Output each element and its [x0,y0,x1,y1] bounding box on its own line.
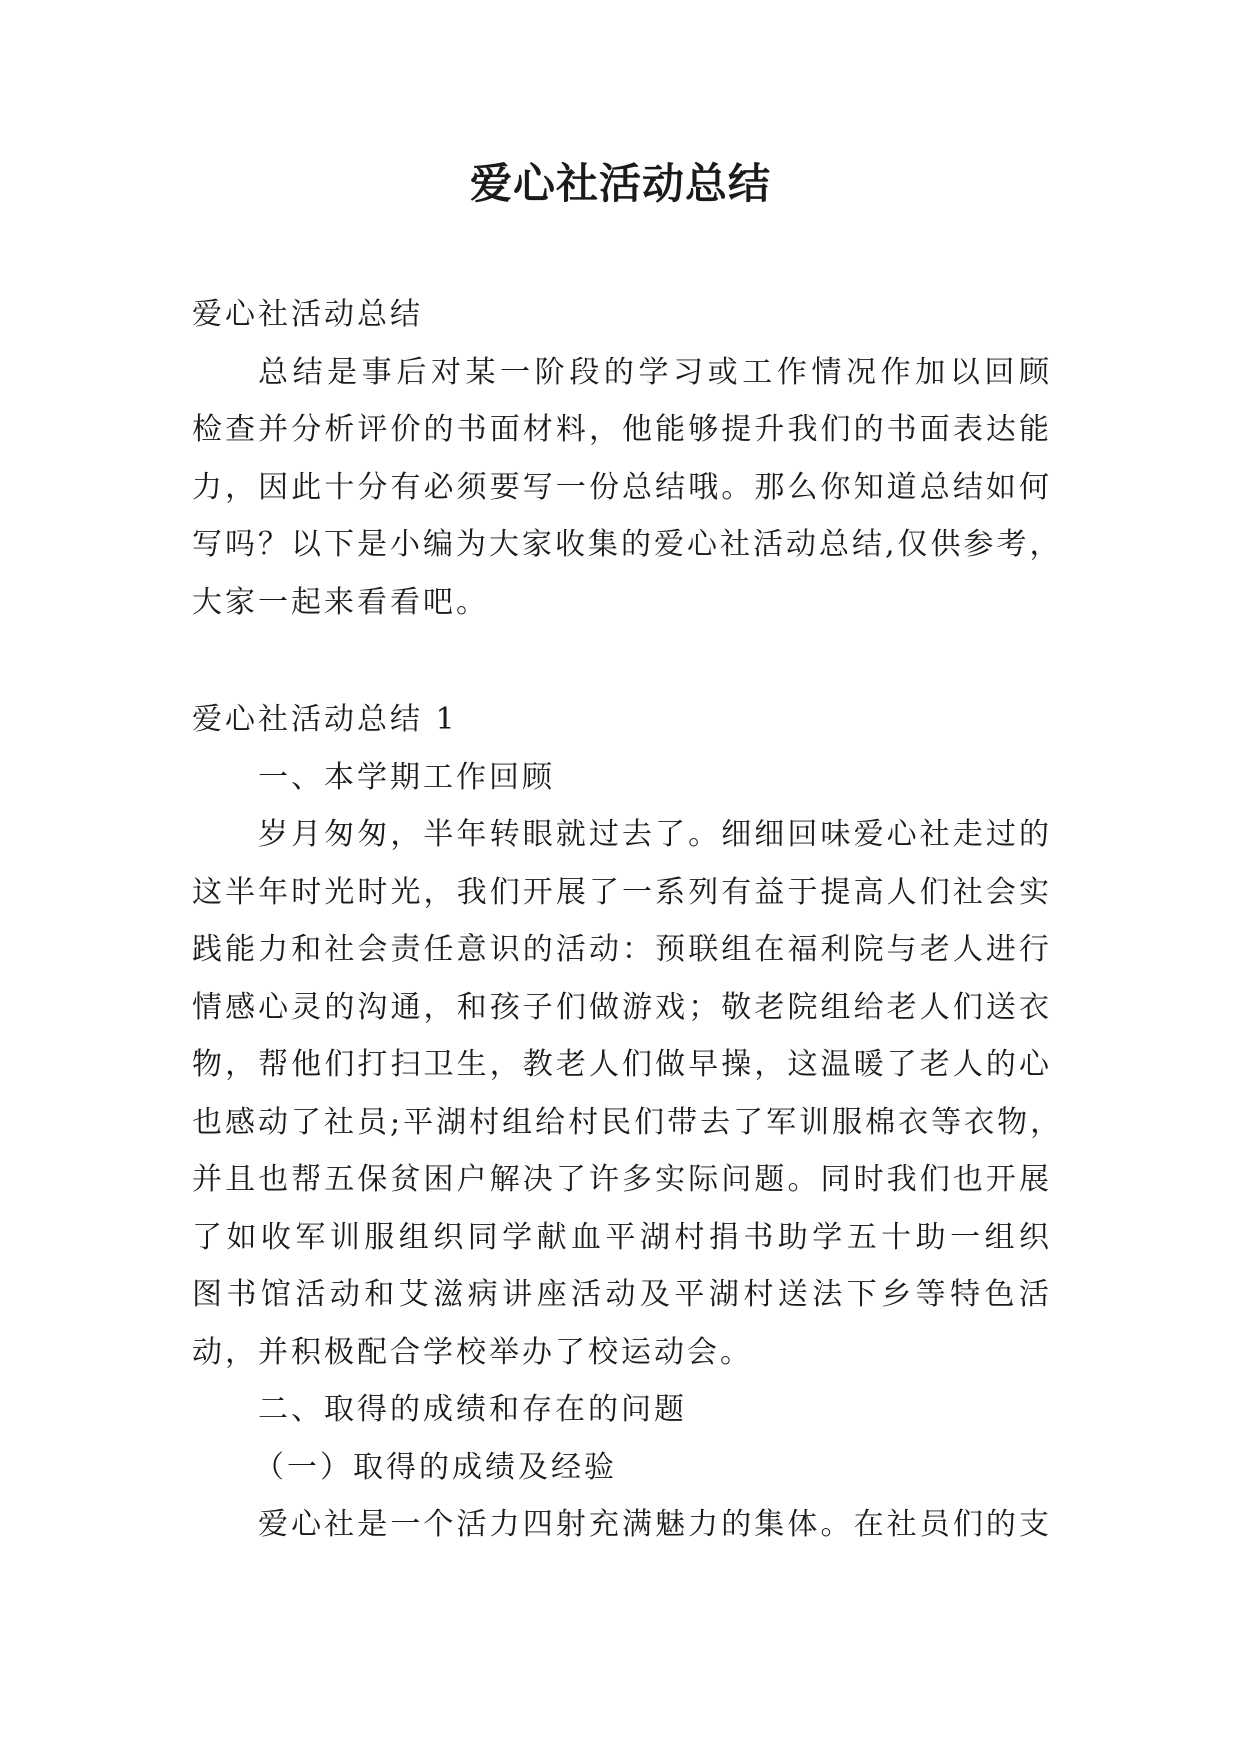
part-heading: 一、本学期工作回顾 [258,759,555,795]
paragraph-line: 物，帮他们打扫卫生，教老人们做早操，这温暖了老人的心 [192,1047,1052,1082]
document-title: 爱心社活动总结 [469,159,771,208]
part2-paragraph [192,1496,1052,1554]
paragraph-line: 总结是事后对某一阶段的学习或工作情况作加以回顾 [258,354,1052,390]
paragraph-line: 这半年时光时光，我们开展了一系列有益于提高人们社会实 [192,874,1052,910]
paragraph-line: 岁月匆匆，半年转眼就过去了。细细回味爱心社走过的 [258,817,1052,852]
document-body [192,286,1064,1554]
sub-heading: （一）取得的成绩及经验 [254,1449,617,1485]
paragraph-line: 大家一起来看看吧。 [192,584,489,620]
section-heading: 爱心社活动总结 1 [192,702,458,737]
paragraph-line: 检查并分析评价的书面材料，他能够提升我们的书面表达能 [192,412,1052,447]
part-heading: 二、取得的成绩和存在的问题 [258,1392,687,1427]
paragraph-line: 情感心灵的沟通，和孩子们做游戏；敬老院组给老人们送衣 [192,989,1052,1025]
paragraph-line: 践能力和社会责任意识的活动：预联组在福利院与老人进行 [192,932,1052,967]
paragraph-line: 爱心社是一个活力四射充满魅力的集体。在社员们的支 [258,1507,1052,1542]
paragraph-line: 图书馆活动和艾滋病讲座活动及平湖村送法下乡等特色活 [192,1277,1052,1312]
paragraph-line: 也感动了社员;平湖村组给村民们带去了军训服棉衣等衣物， [192,1104,1064,1140]
paragraph-line: 力，因此十分有必须要写一份总结哦。那么你知道总结如何 [192,469,1052,505]
section-spacer [192,631,1052,691]
part1-paragraph [192,806,1064,1381]
paragraph-line: 了如收军训服组织同学献血平湖村捐书助学五十助一组织 [192,1219,1052,1255]
paragraph-line: 写吗？以下是小编为大家收集的爱心社活动总结,仅供参考， [192,527,1063,562]
paragraph-line: 动，并积极配合学校举办了校运动会。 [192,1334,753,1370]
intro-paragraph [192,344,1063,632]
section-heading: 爱心社活动总结 [192,297,423,332]
paragraph-line: 并且也帮五保贫困户解决了许多实际问题。同时我们也开展 [192,1162,1052,1197]
